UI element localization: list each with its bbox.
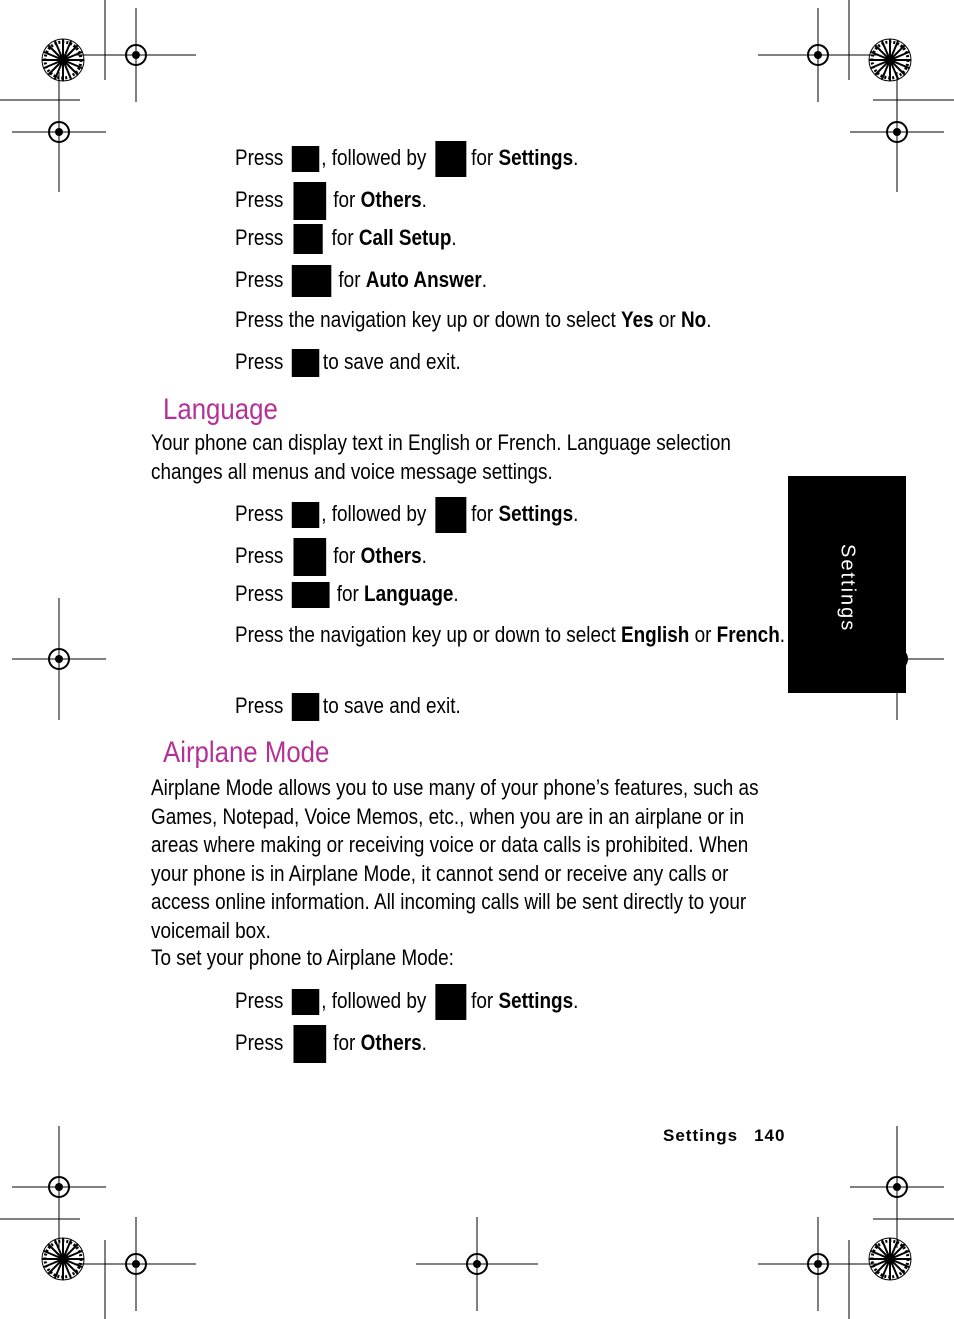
registration-starburst-icon bbox=[42, 39, 84, 81]
step-press-language: Press for Language. bbox=[235, 580, 459, 608]
step-save-exit: Press to save and exit. bbox=[235, 348, 461, 377]
step-press-menu-settings: Press , followed by for Settings. bbox=[235, 497, 578, 533]
airplane-mode-heading: Airplane Mode bbox=[163, 736, 330, 769]
registration-starburst-icon bbox=[42, 1238, 84, 1280]
step-press-others: Press for Others. bbox=[235, 538, 427, 576]
airplane-mode-description: Airplane Mode allows you to use many of your phone’s features, such as Games, Notepad, Voice Memos, etc., when you are in an airplane or in areas where making or receiving voice or data calls is prohibited. When your phone is in Airplane Mode, it cannot send or receive any calls or access online information. All incoming calls will be sent directly to your voicemail box. bbox=[151, 775, 759, 943]
step-press-call-setup: Press for Call Setup. bbox=[235, 224, 457, 254]
step-press-menu-settings: Press , followed by for Settings. bbox=[235, 141, 578, 177]
step-press-auto-answer: Press for Auto Answer. bbox=[235, 265, 487, 297]
step-select-yes-no: Press the navigation key up or down to select Yes or No. bbox=[235, 307, 712, 332]
step-press-others: Press for Others. bbox=[235, 182, 427, 220]
registration-starburst-icon bbox=[869, 1238, 911, 1280]
step-select-english-french: Press the navigation key up or down to select English or French. bbox=[235, 622, 786, 647]
step-save-exit: Press to save and exit. bbox=[235, 692, 461, 721]
step-press-menu-settings: Press , followed by for Settings. bbox=[235, 984, 578, 1020]
page-number: 140 bbox=[754, 1126, 786, 1145]
step-press-others: Press for Others. bbox=[235, 1025, 427, 1063]
language-heading: Language bbox=[163, 393, 278, 426]
airplane-mode-intro: To set your phone to Airplane Mode: bbox=[151, 945, 454, 970]
footer-section: Settings bbox=[663, 1126, 739, 1145]
registration-starburst-icon bbox=[869, 39, 911, 81]
side-tab-label: Settings bbox=[836, 544, 859, 633]
language-description: Your phone can display text in English or French. Language selection changes all menus and voice message settings. bbox=[151, 430, 731, 484]
